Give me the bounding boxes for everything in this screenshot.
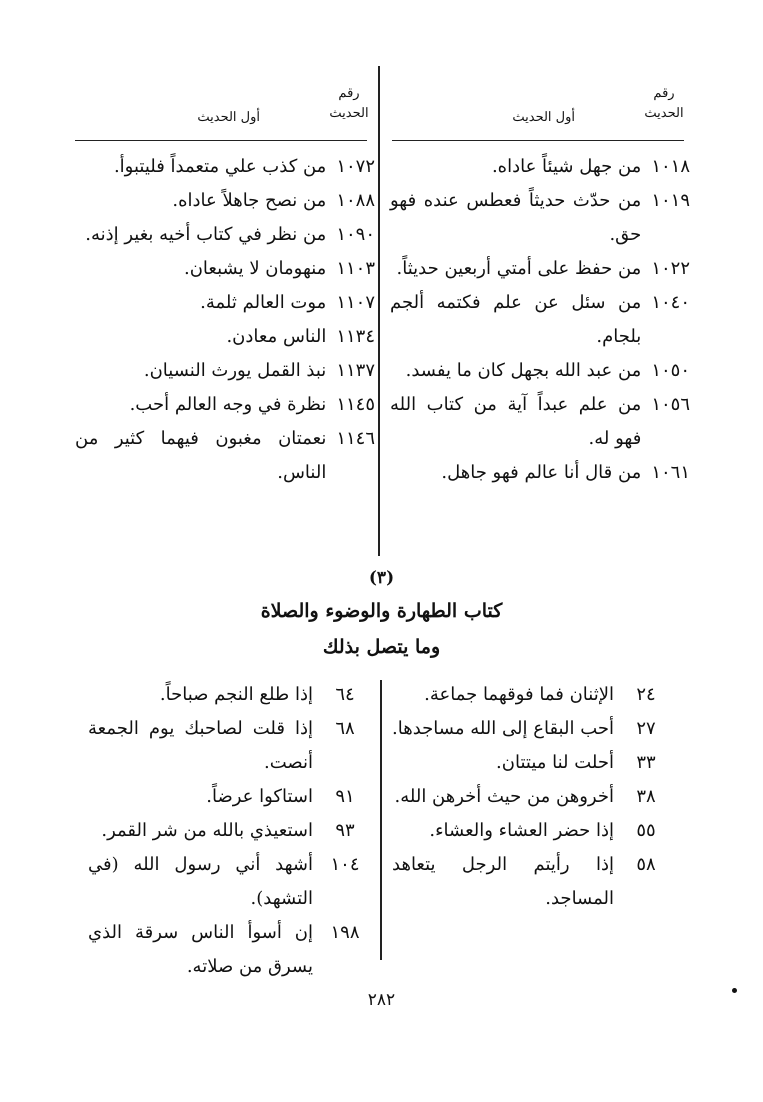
index-column-top-right: [390, 80, 690, 490]
section-number: (٣): [368, 568, 395, 588]
index-entry: [75, 150, 375, 184]
hadith-number: ١٩٨: [330, 922, 360, 943]
index-entry: [88, 814, 373, 848]
index-entry: [392, 746, 674, 780]
hadith-number: ١٠٧٢: [336, 156, 375, 177]
hadith-number: ١١٣٤: [336, 326, 375, 347]
hadith-number: ١٠١٨: [651, 156, 690, 177]
index-entry: [390, 354, 690, 388]
hadith-first-words: من جهل شيئاً عاداه.: [491, 156, 642, 177]
hadith-first-words: أخروهن من حيث أخرهن الله.: [394, 786, 614, 807]
section-title: كتاب الطهارة والوضوء والصلاة: [260, 600, 503, 622]
hadith-number: ١٠٢٢: [651, 258, 690, 279]
hadith-number: ١٠٤: [330, 854, 360, 875]
entry-list: [390, 150, 690, 490]
index-column-bottom-left: [88, 678, 373, 984]
hadith-first-words: من عبد الله بجهل كان ما يفسد.: [405, 360, 642, 381]
hadith-number: ١١٤٥: [336, 394, 375, 415]
hadith-number: ٩٣: [335, 820, 355, 841]
hadith-first-words: إذا قلت لصاحبك يوم الجمعة أنصت.: [88, 718, 313, 773]
index-entry: [392, 712, 674, 746]
hadith-first-words: إن أسوأ الناس سرقة الذي يسرق من صلاته.: [88, 922, 313, 977]
index-entry: [88, 916, 373, 984]
hadith-number: ٦٨: [335, 718, 355, 739]
hadith-first-words: من حفظ على أمتي أربعين حديثاً.: [396, 258, 642, 279]
hadith-first-words-header: أول الحديث: [197, 110, 260, 125]
index-column-top-left: [75, 80, 375, 490]
hadith-first-words-header: أول الحديث: [512, 110, 575, 125]
hadith-first-words: أشهد أني رسول الله (في التشهد).: [88, 854, 313, 909]
index-entry: [75, 286, 375, 320]
hadith-number: ١٠٩٠: [336, 224, 375, 245]
index-entry: [75, 184, 375, 218]
hadith-number: ٥٨: [636, 854, 656, 875]
index-entry: [88, 848, 373, 916]
index-entry: [75, 320, 375, 354]
index-entry: [390, 184, 690, 252]
hadith-first-words: نبذ القمل يورث النسيان.: [143, 360, 327, 381]
hadith-number: ٢٤: [636, 684, 656, 705]
index-entry: [75, 252, 375, 286]
hadith-first-words: الناس معادن.: [226, 326, 327, 347]
hadith-number: ١٠١٩: [651, 190, 690, 211]
hadith-number: ٢٧: [636, 718, 656, 739]
hadith-first-words: إذا رأيتم الرجل يتعاهد المساجد.: [392, 854, 614, 909]
hadith-number: ٣٨: [636, 786, 656, 807]
index-entry: [75, 354, 375, 388]
index-entry: [75, 218, 375, 252]
hadith-number: ٥٥: [636, 820, 656, 841]
hadith-first-words: من نصح جاهلاً عاداه.: [172, 190, 327, 211]
index-entry: [390, 252, 690, 286]
hadith-number: ٩١: [335, 786, 355, 807]
hadith-number: ٣٣: [636, 752, 656, 773]
index-entry: [75, 422, 375, 490]
hadith-number: ١١٣٧: [336, 360, 375, 381]
hadith-first-words: من سئل عن علم فكتمه ألجم بلجام.: [390, 292, 642, 347]
hadith-number: ١٠٦١: [651, 462, 690, 483]
hadith-first-words: من علم عبداً آية من كتاب الله فهو له.: [390, 394, 642, 449]
hadith-number: ١٠٨٨: [336, 190, 375, 211]
hadith-first-words: أحلت لنا ميتتان.: [496, 752, 614, 773]
hadith-number: ١١٠٣: [336, 258, 375, 279]
index-entry: [390, 286, 690, 354]
hadith-first-words: من قال أنا عالم فهو جاهل.: [441, 462, 642, 483]
index-column-bottom-right: [392, 678, 674, 916]
header-rule: [392, 140, 684, 141]
entry-list: [392, 678, 674, 916]
entry-list: [75, 150, 375, 490]
index-entry: [392, 848, 674, 916]
hadith-number-header: رقم الحديث: [329, 86, 369, 121]
index-entry: [390, 388, 690, 456]
hadith-number: ١٠٤٠: [651, 292, 690, 313]
hadith-number: ١١٤٦: [336, 428, 375, 449]
hadith-first-words: نظرة في وجه العالم أحب.: [129, 394, 327, 415]
hadith-first-words: من حدّث حديثاً فعطس عنده فهو حق.: [390, 190, 642, 245]
hadith-first-words: من كذب علي متعمداً فليتبوأ.: [113, 156, 327, 177]
hadith-first-words: موت العالم ثلمة.: [200, 292, 327, 313]
hadith-first-words: منهومان لا يشبعان.: [183, 258, 327, 279]
column-divider: [380, 680, 382, 960]
hadith-first-words: الإثنان فما فوقهما جماعة.: [424, 684, 614, 705]
hadith-first-words: من نظر في كتاب أخيه بغير إذنه.: [85, 224, 327, 245]
stray-dot: [732, 988, 737, 993]
hadith-number: ١١٠٧: [336, 292, 375, 313]
hadith-number: ١٠٥٠: [651, 360, 690, 381]
index-entry: [392, 814, 674, 848]
index-entry: [88, 678, 373, 712]
hadith-first-words: إذا طلع النجم صباحاً.: [159, 684, 313, 705]
hadith-first-words: أحب البقاع إلى الله مساجدها.: [392, 718, 614, 739]
index-entry: [75, 388, 375, 422]
hadith-first-words: استعيذي بالله من شر القمر.: [101, 820, 313, 841]
index-entry: [390, 150, 690, 184]
header-rule: [75, 140, 367, 141]
hadith-first-words: استاكوا عرضاً.: [206, 786, 313, 807]
index-entry: [88, 712, 373, 780]
hadith-number-header: رقم الحديث: [644, 86, 684, 121]
hadith-first-words: إذا حضر العشاء والعشاء.: [429, 820, 614, 841]
column-header: [75, 80, 375, 140]
index-entry: [392, 780, 674, 814]
index-entry: [392, 678, 674, 712]
hadith-number: ١٠٥٦: [651, 394, 690, 415]
hadith-number: ٦٤: [335, 684, 355, 705]
column-divider: [378, 66, 380, 556]
hadith-first-words: نعمتان مغبون فيهما كثير من الناس.: [75, 428, 327, 483]
entry-list: [88, 678, 373, 984]
section-subtitle: وما يتصل بذلك: [322, 636, 441, 658]
page-number: ٢٨٢: [367, 990, 396, 1010]
index-entry: [88, 780, 373, 814]
index-entry: [390, 456, 690, 490]
column-header: [390, 80, 690, 140]
